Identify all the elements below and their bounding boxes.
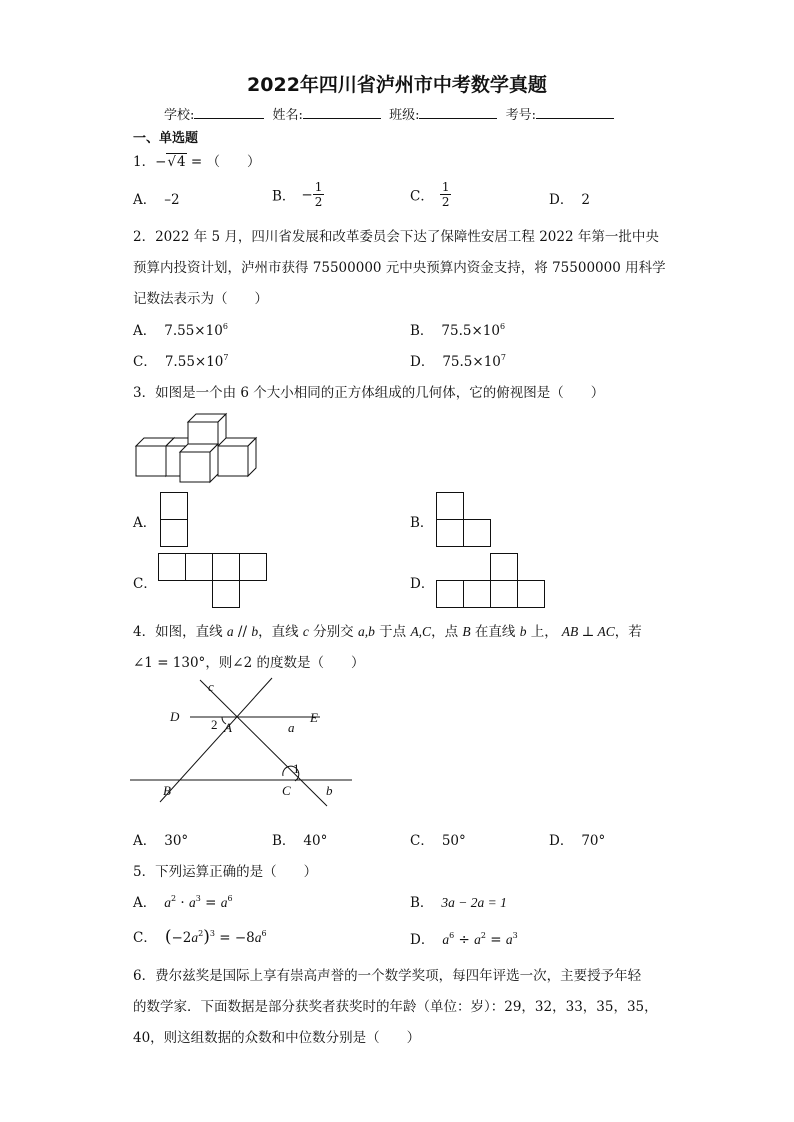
label-a: a [288,720,295,735]
q3-option-b-label[interactable]: B． [410,515,434,531]
q4-line-2: ∠1 = 130°，则∠2 的度数是（ ） [133,655,365,671]
q2-line-2: 预算内投资计划，泸州市获得 75500000 元中央预算内资金支持，将 75500000 用科学 [133,260,666,276]
name-label: 姓名: [272,108,303,123]
q4-line-1: 4．如图，直线 a // b，直线 c 分别交 a,b 于点 A,C，点 B 在直线 b 上， AB ⊥ AC，若 [133,624,642,640]
q1-option-b[interactable]: B． − $\frac{1}{2}$ [272,180,323,209]
q5-option-b[interactable]: B． 3a − 2a = 1 [410,895,507,911]
q2-option-d[interactable]: D． $75.5\times 10^7$ [410,353,506,370]
q1-option-c[interactable]: C． $\frac{1}{2}$ [410,180,450,209]
neg-sqrt4: −√4 [155,154,186,170]
q4-option-a[interactable]: A． 30° [133,833,189,849]
q2-option-a[interactable]: A． $7.55\times 10^6$ [133,322,228,339]
q5-option-d[interactable]: D． $a^6 \div a^2 = a^3$ [410,931,518,948]
section-heading: 一、单选题 [133,131,199,146]
q1-option-d[interactable]: D． 2 [549,192,590,208]
q4-option-c[interactable]: C． 50° [410,833,466,849]
q5-option-c[interactable]: C． $(-2a^2)^3 = -8a^6$ [133,927,267,947]
q3-option-c-figure[interactable] [158,553,268,609]
q3-cube-figure [130,410,260,482]
q1-option-a[interactable]: A． –2 [133,192,180,208]
q6-line-2: 的数学家．下面数据是部分获奖者获奖时的年龄（单位：岁）：29，32，33，35，35， [133,999,658,1015]
class-blank[interactable] [419,107,497,119]
q3-option-c-label[interactable]: C． [133,576,157,592]
class-label: 班级: [389,108,420,123]
label-D: D [170,709,180,724]
label-E: E [310,710,318,725]
exam-no-blank[interactable] [536,107,614,119]
q1-stem: 1．−√4 = （ ） [133,154,261,170]
q2-line-3: 记数法表示为（ ） [133,291,268,307]
page-title: 2022年四川省泸州市中考数学真题 [247,74,547,96]
label-b: b [326,783,333,798]
student-info-line [164,104,614,123]
q3-option-a-label[interactable]: A． [133,515,157,531]
q3-stem: 3．如图是一个由 6 个大小相同的正方体组成的几何体，它的俯视图是（ ） [133,385,605,401]
q3-option-b-figure[interactable] [436,492,492,548]
label-C: C [282,783,291,798]
q2-option-b[interactable]: B． $75.5\times 10^6$ [410,322,506,339]
label-A: A [224,720,232,735]
q4-option-b[interactable]: B． 40° [272,833,328,849]
line-c [200,680,327,806]
q5-stem: 5．下列运算正确的是（ ） [133,864,318,880]
q3-option-a-figure[interactable] [160,492,188,548]
exam-no-label: 考号: [505,108,536,123]
q4-option-d[interactable]: D． 70° [549,833,606,849]
q3-option-d-figure[interactable] [436,553,546,609]
q3-option-d-label[interactable]: D． [410,576,435,592]
label-1: 1 [293,761,300,776]
label-c: c [208,679,214,694]
school-blank[interactable] [194,107,264,119]
line-ab [160,678,272,802]
q2-line-1: 2．2022 年 5 月，四川省发展和改革委员会下达了保障性安居工程 2022 年第一批中央 [133,229,659,245]
q6-line-1: 6．费尔兹奖是国际上享有崇高声誉的一个数学奖项，每四年评选一次，主要授予年轻 [133,968,642,984]
name-blank[interactable] [303,107,381,119]
school-label: 学校: [164,108,195,123]
q6-line-3: 40，则这组数据的众数和中位数分别是（ ） [133,1030,421,1046]
q5-option-a[interactable]: A． $a^2 \cdot a^3 = a^6$ [133,894,233,911]
q4-geometry-figure [130,676,360,816]
label-B: B [163,783,171,798]
q2-option-c[interactable]: C． $7.55\times 10^7$ [133,353,229,370]
label-2: 2 [211,717,218,732]
